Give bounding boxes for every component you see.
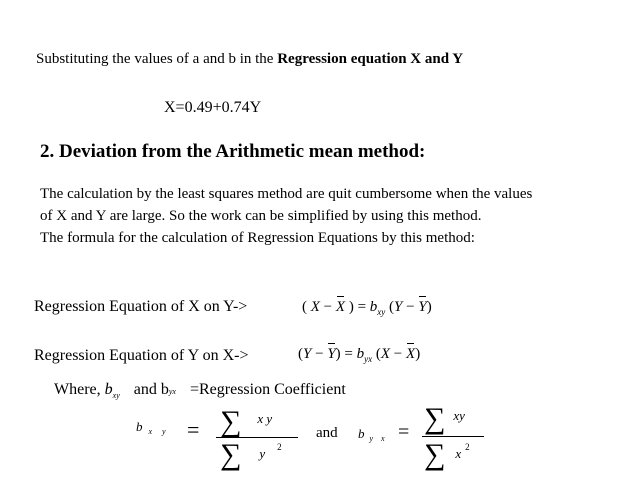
byx-numerator: ∑ $^{xy}$ [424, 402, 465, 435]
regression-coefficient-label: =Regression Coefficient [189, 381, 346, 398]
bxy-numerator: ∑ $^{x y}$ [220, 405, 273, 438]
bxy-denominator: ∑ $^y$ $^2$ [220, 438, 282, 471]
substitution-bold: Regression equation X and Y [277, 51, 464, 67]
byx-symbol: b $_{y x}$ [358, 426, 388, 443]
substitution-text: Substituting the values of a and b in the [36, 51, 278, 67]
regression-y-label: Regression Equation of Y on X-> [34, 347, 249, 364]
byx-fraction-bar [422, 436, 484, 437]
and-middle: and [316, 425, 338, 441]
where-label: Where, [54, 381, 105, 398]
substitution-line [36, 51, 463, 68]
result-equation: X=0.49+0.74Y [164, 99, 262, 116]
paragraph-line-1: The calculation by the least squares method are quit cumbersome when the values [40, 186, 533, 202]
paragraph-line-2: of X and Y are large. So the work can be simplified by using this method. [40, 208, 482, 224]
section-heading: 2. Deviation from the Arithmetic mean method: [40, 141, 426, 162]
bxy-equals: = [187, 417, 200, 442]
and-label: and [129, 381, 161, 398]
byx-equals: = [398, 421, 410, 443]
bxy-symbol: b $_{x y}$ [136, 419, 170, 436]
where-line: Where, $b_{xy}$ and byx =Regression Coefficient [54, 381, 346, 400]
byx-denominator: ∑ $^x$ $^2$ [424, 438, 470, 471]
regression-y-formula: $(Y - Y) = b_{yx}$ (X − X) [298, 346, 421, 364]
paragraph-line-3: The formula for the calculation of Regression Equations by this method: [40, 230, 475, 246]
regression-x-formula: ( X − X ) = $b_{xy}$ (Y − Y) [302, 299, 432, 317]
regression-x-label: Regression Equation of X on Y-> [34, 298, 248, 315]
